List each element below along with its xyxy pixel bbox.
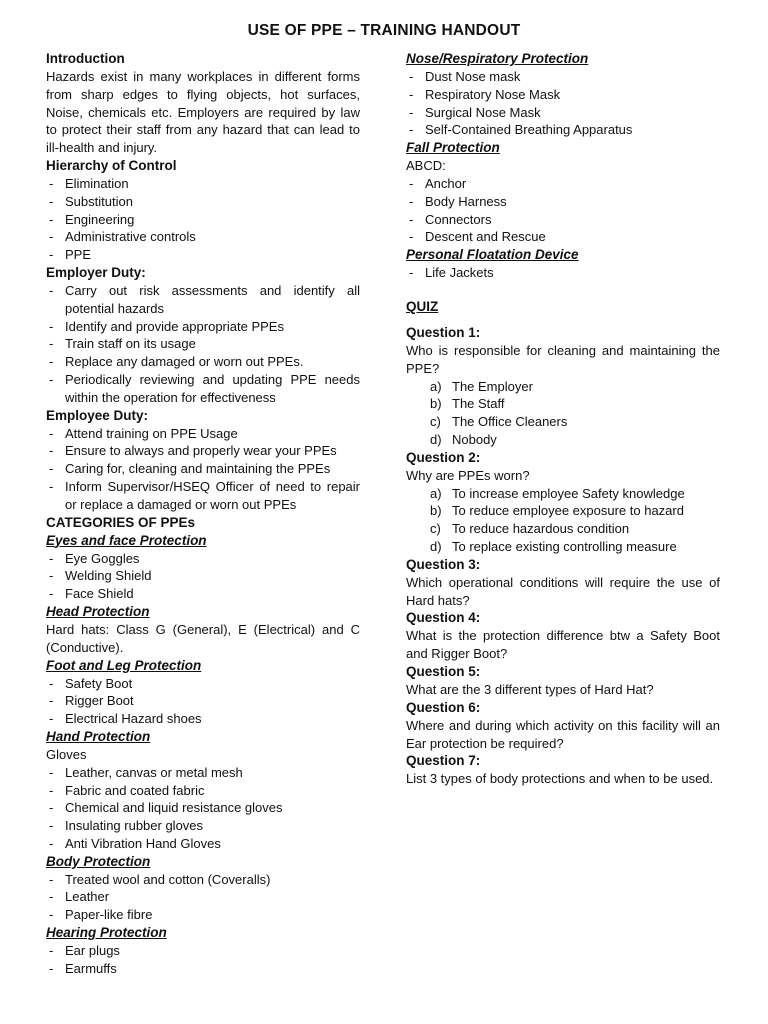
question-3-text: Which operational conditions will require the use of Hard hats? xyxy=(406,574,720,608)
fall-protection-list xyxy=(406,175,720,246)
question-3-label: Question 3: xyxy=(406,556,481,572)
list-item: - Eye Goggles xyxy=(46,550,360,568)
list-item: - Administrative controls xyxy=(46,228,360,246)
answer-option: c) The Office Cleaners xyxy=(430,414,568,430)
foot-protection-heading: Foot and Leg Protection xyxy=(46,657,202,673)
list-item: - Paper-like fibre xyxy=(46,906,360,924)
question-5-text: What are the 3 different types of Hard Hat? xyxy=(406,681,654,697)
list-item: - Surgical Nose Mask xyxy=(406,104,720,122)
question-1-label: Question 1: xyxy=(406,324,481,340)
list-item: - Carry out risk assessments and identify all potential hazards xyxy=(46,282,360,318)
question-2-options xyxy=(406,485,720,556)
list-item: - Dust Nose mask xyxy=(406,68,720,86)
employee-duty-heading: Employee Duty: xyxy=(46,407,149,423)
list-item: - Substitution xyxy=(46,193,360,211)
question-5-label: Question 5: xyxy=(406,663,481,679)
foot-protection-list xyxy=(46,675,360,728)
answer-option: b) The Staff xyxy=(430,396,505,412)
floatation-device-heading: Personal Floatation Device xyxy=(406,247,579,263)
nose-protection-heading: Nose/Respiratory Protection xyxy=(406,51,589,66)
list-item: - Welding Shield xyxy=(46,567,360,585)
body-protection-heading: Body Protection xyxy=(46,853,151,869)
list-item: - Replace any damaged or worn out PPEs. xyxy=(46,353,360,371)
quiz-heading: QUIZ xyxy=(406,298,439,314)
question-6-text: Where and during which activity on this facility will an Ear protection be required? xyxy=(406,717,720,751)
list-item: - Train staff on its usage xyxy=(46,335,360,353)
fall-protection-text: ABCD: xyxy=(406,158,446,174)
list-item: - Face Shield xyxy=(46,585,360,603)
list-item: - Anti Vibration Hand Gloves xyxy=(46,835,360,853)
hand-protection-list xyxy=(46,764,360,853)
hearing-protection-list xyxy=(46,942,360,978)
answer-option: d) Nobody xyxy=(430,431,497,447)
list-item: - Fabric and coated fabric xyxy=(46,782,360,800)
list-item: - Attend training on PPE Usage xyxy=(46,425,360,443)
hearing-protection-heading: Hearing Protection xyxy=(46,925,167,941)
eyes-protection-list xyxy=(46,550,360,603)
list-item: - Elimination xyxy=(46,175,360,193)
list-item: - Identify and provide appropriate PPEs xyxy=(46,318,360,336)
answer-option: d) To replace existing controlling measure xyxy=(430,538,677,554)
floatation-device-list xyxy=(406,264,720,282)
answer-option: a) The Employer xyxy=(430,378,533,394)
categories-heading: CATEGORIES OF PPEs xyxy=(46,514,196,530)
list-item: - Earmuffs xyxy=(46,960,360,978)
list-item: - Ear plugs xyxy=(46,942,360,960)
hierarchy-heading: Hierarchy of Control xyxy=(46,157,177,173)
list-item: - Insulating rubber gloves xyxy=(46,817,360,835)
list-item: - Periodically reviewing and updating PPE needs within the operation for effectiveness xyxy=(46,371,360,407)
list-item: - Body Harness xyxy=(406,193,720,211)
nose-protection-list xyxy=(406,68,720,139)
hand-protection-heading: Hand Protection xyxy=(46,728,151,744)
fall-protection-heading: Fall Protection xyxy=(406,140,500,156)
head-protection-heading: Head Protection xyxy=(46,603,150,619)
list-item: - Inform Supervisor/HSEQ Officer of need to repair or replace a damaged or worn out PPEs xyxy=(46,478,360,514)
question-7-label: Question 7: xyxy=(406,753,481,769)
question-7-text: List 3 types of body protections and when to be used. xyxy=(406,771,714,787)
employer-duty-list xyxy=(46,282,360,407)
list-item: - Leather, canvas or metal mesh xyxy=(46,764,360,782)
intro-text: Hazards exist in many workplaces in different forms from sharp edges to flying objects, hot surfaces, Noise, chemicals etc. Employers are required by law to protect their staff from any hazard that can lead to ill-health and injury. xyxy=(46,69,360,156)
question-6-label: Question 6: xyxy=(406,699,481,715)
list-item: - Anchor xyxy=(406,175,720,193)
list-item: - Treated wool and cotton (Coveralls) xyxy=(46,871,360,889)
list-item: - PPE xyxy=(46,246,360,264)
question-1-text: Who is responsible for cleaning and maintaining the PPE? xyxy=(406,342,720,376)
document-title: USE OF PPE – TRAINING HANDOUT xyxy=(247,22,521,39)
list-item: - Caring for, cleaning and maintaining the PPEs xyxy=(46,460,360,478)
right-column xyxy=(406,50,720,788)
list-item: - Connectors xyxy=(406,211,720,229)
employee-duty-list xyxy=(46,425,360,514)
list-item: - Engineering xyxy=(46,211,360,229)
list-item: - Chemical and liquid resistance gloves xyxy=(46,799,360,817)
left-column xyxy=(46,50,360,978)
hierarchy-list xyxy=(46,175,360,264)
head-protection-text: Hard hats: Class G (General), E (Electrical) and C (Conductive). xyxy=(46,621,360,655)
answer-option: c) To reduce hazardous condition xyxy=(430,521,630,537)
list-item: - Leather xyxy=(46,888,360,906)
list-item: - Rigger Boot xyxy=(46,692,360,710)
list-item: - Descent and Rescue xyxy=(406,228,720,246)
list-item: - Electrical Hazard shoes xyxy=(46,710,360,728)
question-4-label: Question 4: xyxy=(406,610,481,626)
employer-duty-heading: Employer Duty: xyxy=(46,264,146,280)
list-item: - Self-Contained Breathing Apparatus xyxy=(406,121,720,139)
question-1-options xyxy=(406,378,720,449)
question-2-label: Question 2: xyxy=(406,449,481,465)
intro-heading: Introduction xyxy=(46,51,125,66)
answer-option: a) To increase employee Safety knowledge xyxy=(430,485,685,501)
hand-protection-text: Gloves xyxy=(46,746,87,762)
list-item: - Ensure to always and properly wear your PPEs xyxy=(46,442,360,460)
list-item: - Safety Boot xyxy=(46,675,360,693)
list-item: - Life Jackets xyxy=(406,264,720,282)
question-2-text: Why are PPEs worn? xyxy=(406,467,530,483)
list-item: - Respiratory Nose Mask xyxy=(406,86,720,104)
question-4-text: What is the protection difference btw a Safety Boot and Rigger Boot? xyxy=(406,628,720,662)
eyes-protection-heading: Eyes and face Protection xyxy=(46,532,207,548)
body-protection-list xyxy=(46,871,360,924)
answer-option: b) To reduce employee exposure to hazard xyxy=(430,503,684,519)
